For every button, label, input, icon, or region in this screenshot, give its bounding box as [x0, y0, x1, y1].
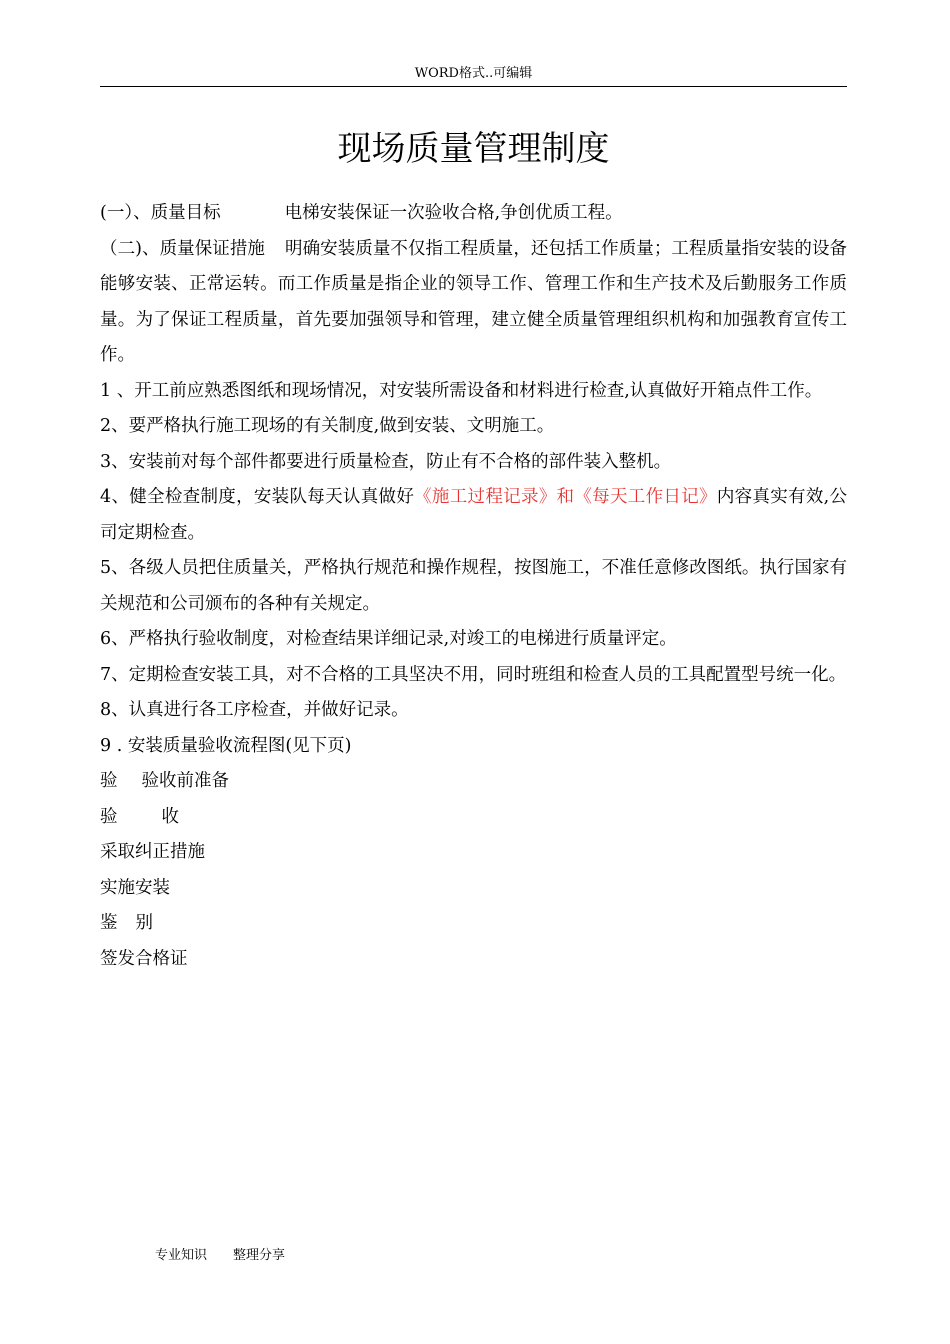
flow-line-5	[100, 906, 847, 942]
footer-right-text: 整理分享	[233, 1248, 286, 1263]
section-quality-goal-label: (一）、质量目标	[100, 203, 221, 223]
list-item-2: 2、要严格执行施工现场的有关制度,做到安装、文明施工。	[100, 416, 555, 436]
flow-line-6: 签发合格证	[100, 948, 188, 969]
section-quality-measures-text: 明确安装质量不仅指工程质量，还包括工作质量；工程质量指安装的设备能够安装、正常运转。而工作质量是指企业的领导工作、管理工作和生产技术及后勤服务工作质量。为了保证工程质量，首先要加强领导和管理，建立健全质量管理组织机构和加强教育宣传工作。	[100, 238, 848, 365]
list-item-1: 1 、开工前应熟悉图纸和现场情况，对安装所需设备和材料进行检查,认真做好开箱点件工作。	[100, 380, 823, 401]
document-title: 现场质量管理制度	[337, 129, 610, 169]
flow-line-1-b: 验收前准备	[141, 771, 229, 791]
footer-left-text: 专业知识	[155, 1248, 208, 1263]
flow-line-3: 采取纠正措施	[100, 842, 205, 862]
list-item-5: 5、各级人员把住质量关，严格执行规范和操作规程，按图施工，不准任意修改图纸。执行国家有关规范和公司颁布的各种有关规定。	[100, 558, 847, 614]
section-quality-measures-label: （二)、质量保证措施	[100, 238, 265, 259]
list-item-3: 3、安装前对每个部件都要进行质量检查，防止有不合格的部件装入整机。	[100, 451, 672, 472]
page-header	[100, 66, 847, 82]
flow-line-5-b: 别	[135, 913, 153, 933]
document-body	[100, 196, 847, 977]
flow-line-4: 实施安装	[100, 877, 170, 898]
flow-line-5-a: 鉴	[100, 913, 118, 933]
section-quality-goal	[100, 196, 847, 232]
list-item-6: 6、严格执行验收制度，对检查结果详细记录,对竣工的电梯进行质量评定。	[100, 629, 677, 649]
list-item-4	[100, 480, 847, 551]
list-item-8: 8、认真进行各工序检查，并做好记录。	[100, 700, 409, 720]
list-item-7: 7、定期检查安装工具，对不合格的工具坚决不用，同时班组和检查人员的工具配置型号统一化。	[100, 664, 847, 685]
flow-line-1	[100, 764, 847, 800]
flow-line-1-a: 验	[100, 771, 118, 791]
header-text: WORD格式..可编辑	[414, 66, 533, 81]
list-item-4-text-before: 4、健全检查制度，安装队每天认真做好	[100, 487, 415, 507]
section-quality-goal-text: 电梯安装保证一次验收合格,争创优质工程。	[284, 203, 623, 223]
section-quality-measures	[100, 232, 847, 374]
flow-line-2-b: 收	[161, 806, 179, 827]
flow-line-2	[100, 800, 847, 836]
flow-line-2-a: 验	[100, 806, 118, 827]
list-item-4-text-after: 内容真实有效,公司定期检查。	[100, 487, 848, 543]
list-item-4-highlight: 《施工过程记录》和《每天工作日记》	[414, 487, 717, 507]
page-footer	[155, 1248, 285, 1264]
list-item-9: 9 . 安装质量验收流程图(见下页)	[100, 735, 352, 756]
header-divider	[100, 86, 847, 87]
